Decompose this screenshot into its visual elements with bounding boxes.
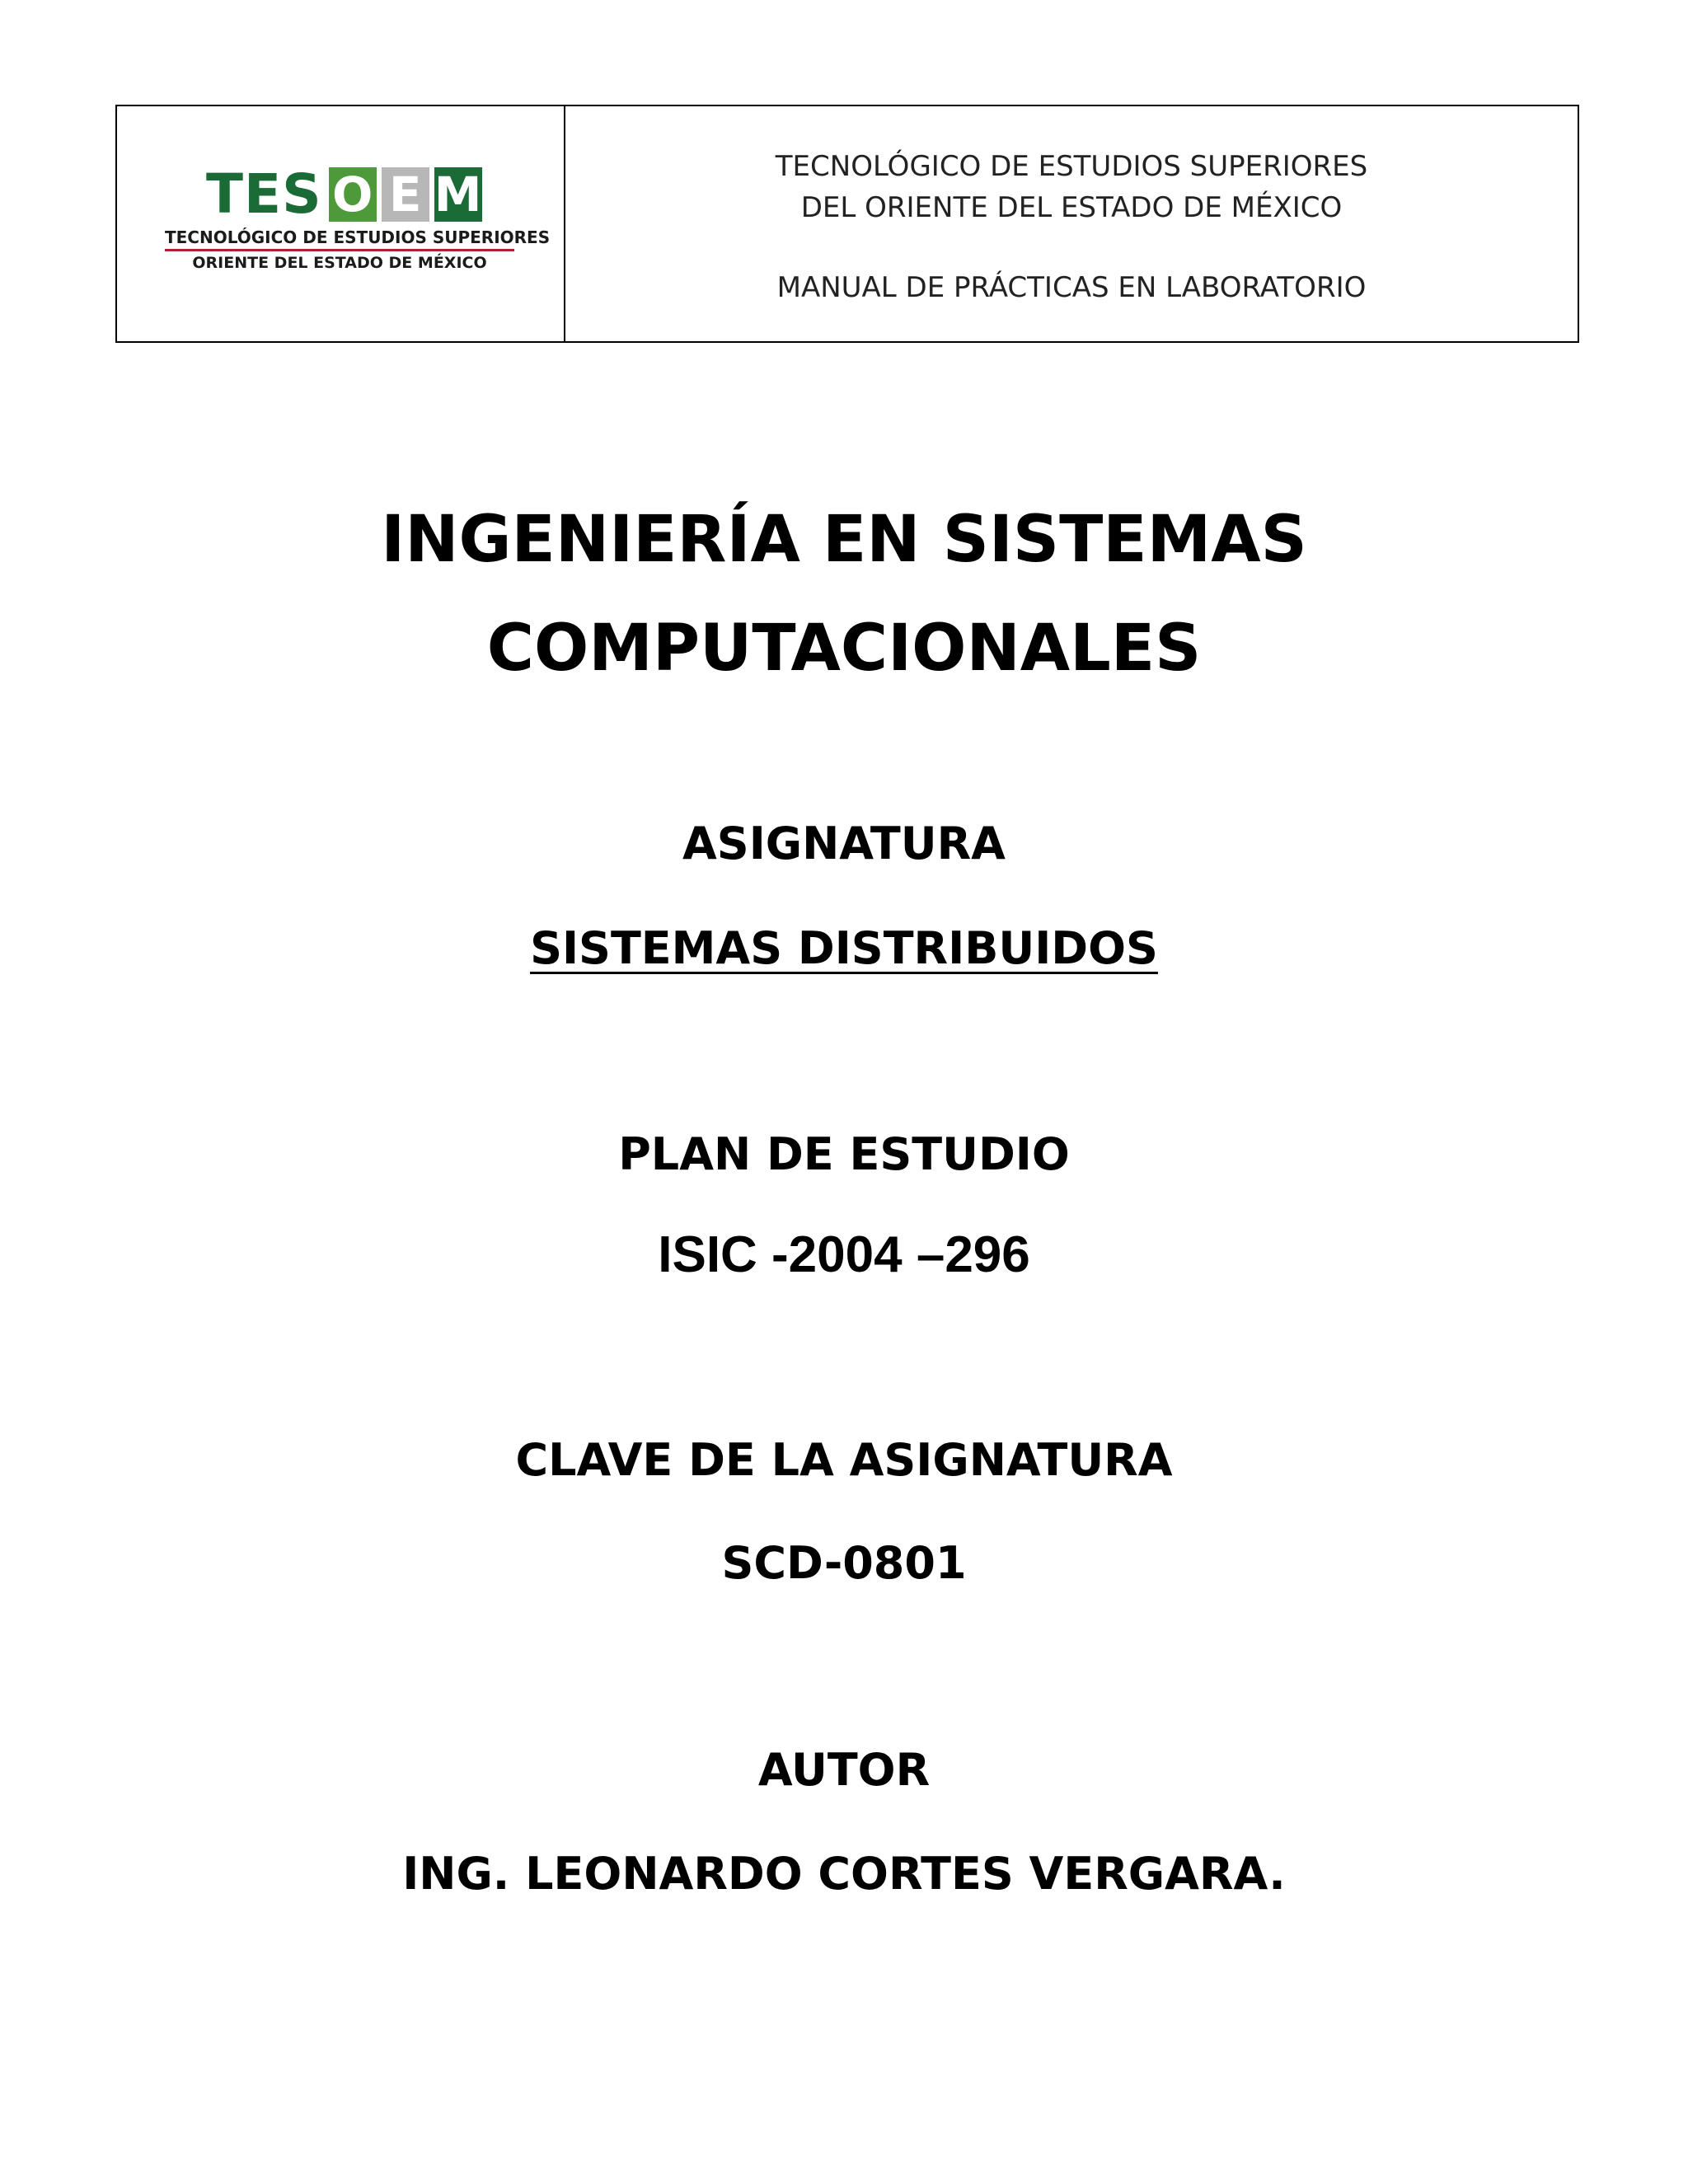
subject-key-code: SCD-0801: [721, 1537, 967, 1589]
institution-info-cell: [565, 106, 1578, 341]
logo-tes-text: TES: [206, 162, 322, 226]
manual-title: MANUAL DE PRÁCTICAS EN LABORATORIO: [776, 271, 1367, 304]
plan-label: PLAN DE ESTUDIO: [618, 1128, 1070, 1180]
subject-name: SISTEMAS DISTRIBUIDOS: [530, 922, 1158, 974]
institution-name-line1: TECNOLÓGICO DE ESTUDIOS SUPERIORES: [775, 150, 1368, 183]
logo-m-box: M: [434, 166, 482, 223]
logo-subtitle-line1: TECNOLÓGICO DE ESTUDIOS SUPERIORES: [165, 227, 551, 247]
institution-name-line2: DEL ORIENTE DEL ESTADO DE MÉXICO: [800, 191, 1343, 224]
header-table: [115, 105, 1579, 343]
logo-e-box: E: [382, 167, 429, 222]
plan-code: ISIC -2004 –296: [658, 1226, 1030, 1283]
author-label: AUTOR: [757, 1744, 931, 1796]
author-name: ING. LEONARDO CORTES VERGARA.: [402, 1848, 1286, 1900]
career-title-line2: COMPUTACIONALES: [486, 612, 1202, 686]
career-title-line1: INGENIERÍA EN SISTEMAS: [381, 503, 1307, 577]
logo-subtitle-line2: ORIENTE DEL ESTADO DE MÉXICO: [192, 254, 487, 272]
logo-letters: [206, 162, 487, 226]
logo-o-box: O: [329, 167, 377, 222]
logo-cell: [117, 106, 565, 341]
institution-logo: [165, 162, 551, 272]
logo-red-rule: [165, 249, 514, 251]
subject-key-label: CLAVE DE LA ASIGNATURA: [515, 1434, 1173, 1486]
subject-label: ASIGNATURA: [682, 818, 1006, 869]
